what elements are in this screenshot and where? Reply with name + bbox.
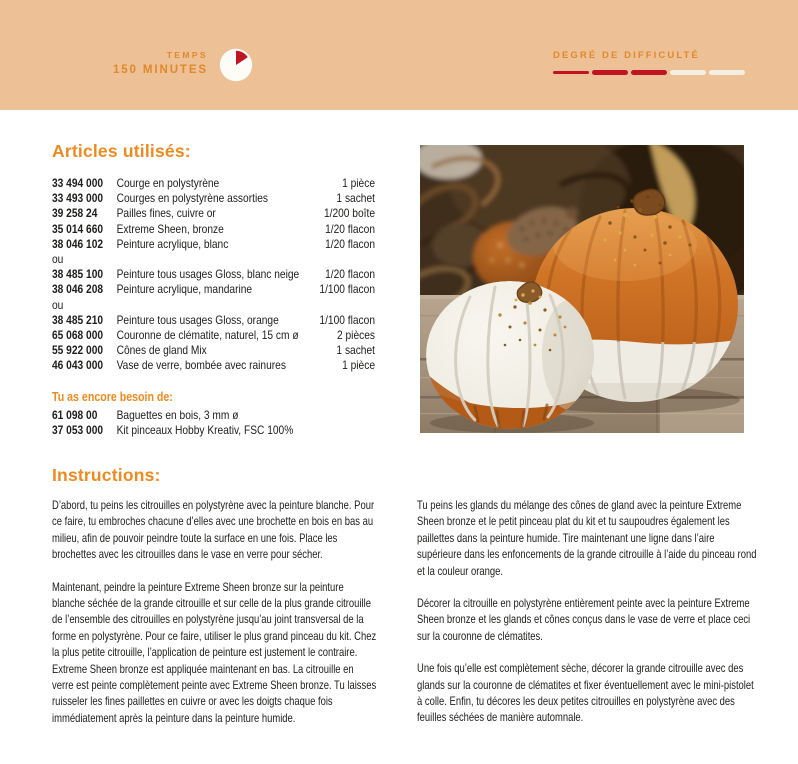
timer-pie-icon bbox=[219, 48, 253, 82]
article-row bbox=[52, 423, 375, 438]
article-row bbox=[52, 206, 375, 221]
article-quantity: 1 pièce bbox=[342, 358, 375, 373]
article-number: 61 098 00 bbox=[52, 408, 98, 423]
instructions-heading: Instructions: bbox=[52, 465, 161, 485]
difficulty-bars bbox=[553, 70, 745, 75]
article-quantity: 1 sachet bbox=[336, 343, 375, 358]
difficulty-segment bbox=[553, 71, 589, 74]
instruction-paragraph: Maintenant, peindre la peinture Extreme Sheen bronze sur la peinture blanche séchée de la grande citrouille et sur celle de la plus grande citrouille de l’ensemble des citrouilles en polystyrène jusqu’au joint transversal de la forme en polystyrène. Pour ce faire, utiliser le plus grand pinceau du kit. Chez la plus petite citrouille, l’application de peinture est justement le contraire. Extreme Sheen bronze est appliquée maintenant en bas. La citrouille en verre est peinte complètement peinte avec Extreme Sheen bronze. Tu laisses ruisseler les fines paillettes en cuivre or avec les doigts chaque fois immédiatement après la peinture dans la peinture humide. bbox=[52, 579, 377, 725]
time-block bbox=[80, 50, 208, 76]
article-description: Kit pinceaux Hobby Kreativ, FSC 100% bbox=[116, 423, 294, 438]
or-separator: ou bbox=[52, 297, 64, 312]
instruction-paragraph: D’abord, tu peins les citrouilles en polystyrène avec la peinture blanche. Pour ce faire, tu embroches chacune d’elles avec une brochette en bois en bas au milieu, afin de pouvoir peindre toute la surface en une fois. Place les brochettes avec les citrouilles dans le vase en verre pour sécher. bbox=[52, 498, 375, 562]
besoin-list bbox=[52, 408, 375, 438]
article-row bbox=[52, 408, 375, 423]
article-row bbox=[52, 176, 375, 191]
difficulty-segment bbox=[631, 70, 667, 75]
instruction-paragraph: Décorer la citrouille en polystyrène entièrement peinte avec la peinture Extreme Sheen bronze et les glands et cônes conçus dans le vase de verre et place ceci sur la couronne de clématites. bbox=[417, 596, 751, 643]
articles-list bbox=[52, 176, 375, 374]
time-value: 150 MINUTES bbox=[112, 64, 208, 76]
instructions-left-column bbox=[52, 497, 377, 742]
header-band bbox=[0, 0, 798, 110]
article-quantity: 2 pièces bbox=[337, 328, 375, 343]
besoin-section bbox=[52, 390, 375, 439]
article-quantity: 1 pièce bbox=[342, 176, 375, 190]
or-separator: ou bbox=[52, 252, 64, 267]
article-number: 39 258 24 bbox=[52, 206, 98, 221]
article-row bbox=[52, 282, 375, 297]
time-label: TEMPS bbox=[166, 50, 208, 60]
article-row bbox=[52, 328, 375, 343]
article-quantity: 1/20 flacon bbox=[325, 236, 375, 251]
article-quantity: 1/200 boîte bbox=[323, 206, 375, 221]
article-number: 33 493 000 bbox=[52, 191, 104, 206]
article-description: Vase de verre, bombée avec rainures bbox=[116, 358, 286, 373]
article-description: Baguettes en bois, 3 mm ø bbox=[116, 408, 239, 423]
article-quantity: 1/100 flacon bbox=[319, 282, 375, 297]
article-row bbox=[52, 222, 375, 237]
instructions-right-column bbox=[417, 497, 761, 742]
article-description: Peinture tous usages Gloss, orange bbox=[116, 312, 279, 327]
article-number: 35 014 660 bbox=[52, 221, 104, 236]
difficulty-label: DEGRÉ DE DIFFICULTÉ bbox=[553, 50, 700, 61]
article-number: 38 046 208 bbox=[52, 282, 104, 297]
article-quantity: 1 sachet bbox=[336, 191, 375, 206]
article-row bbox=[52, 313, 375, 328]
article-row bbox=[52, 267, 375, 282]
difficulty-segment bbox=[670, 70, 706, 75]
article-quantity: 1/20 flacon bbox=[325, 267, 375, 282]
article-number: 38 046 102 bbox=[52, 236, 104, 251]
article-description: Pailles fines, cuivre or bbox=[116, 206, 216, 221]
article-description: Peinture tous usages Gloss, blanc neige bbox=[116, 267, 300, 282]
article-description: Courges en polystyrène assorties bbox=[116, 191, 268, 206]
article-row bbox=[52, 343, 375, 358]
difficulty-segment bbox=[709, 70, 745, 75]
difficulty-indicator bbox=[553, 50, 745, 75]
besoin-heading: Tu as encore besoin de: bbox=[52, 390, 173, 404]
article-number: 55 922 000 bbox=[52, 343, 104, 358]
article-description: Peinture acrylique, mandarine bbox=[116, 282, 253, 297]
article-number: 33 494 000 bbox=[52, 176, 104, 190]
article-description: Cônes de gland Mix bbox=[116, 343, 207, 358]
article-description: Peinture acrylique, blanc bbox=[116, 236, 229, 251]
article-quantity: 1/20 flacon bbox=[325, 221, 375, 236]
article-number: 38 485 210 bbox=[52, 312, 104, 327]
article-description: Couronne de clématite, naturel, 15 cm ø bbox=[116, 328, 299, 343]
article-quantity: 1/100 flacon bbox=[319, 312, 375, 327]
article-row bbox=[52, 358, 375, 373]
article-number: 38 485 100 bbox=[52, 267, 104, 282]
difficulty-segment bbox=[592, 70, 628, 75]
article-number: 46 043 000 bbox=[52, 358, 104, 373]
instruction-paragraph: Tu peins les glands du mélange des cônes de gland avec la peinture Extreme Sheen bronze et le petit pinceau plat du kit et tu saupoudres également les paillettes dans la peinture humide. Tire maintenant une ligne dans l’aire supérieure dans les enfoncements de la grande citrouille à l’aide du pinceau rond et la couleur orange. bbox=[417, 498, 757, 578]
article-number: 65 068 000 bbox=[52, 328, 104, 343]
articles-heading: Articles utilisés: bbox=[52, 141, 191, 161]
article-number: 37 053 000 bbox=[52, 423, 104, 438]
pumpkins-photo bbox=[420, 145, 744, 433]
article-row bbox=[52, 191, 375, 206]
instruction-paragraph: Une fois qu’elle est complètement sèche, décorer la grande citrouille avec des glands sur la couronne de clématites et fixer éventuellement avec le mini-pistolet à colle. Enfin, tu décores les deux petites citrouilles en polystyrène avec des feuilles séchées de manière automnale. bbox=[417, 661, 754, 725]
article-description: Extreme Sheen, bronze bbox=[116, 221, 224, 236]
article-row bbox=[52, 237, 375, 252]
article-description: Courge en polystyrène bbox=[116, 176, 220, 190]
